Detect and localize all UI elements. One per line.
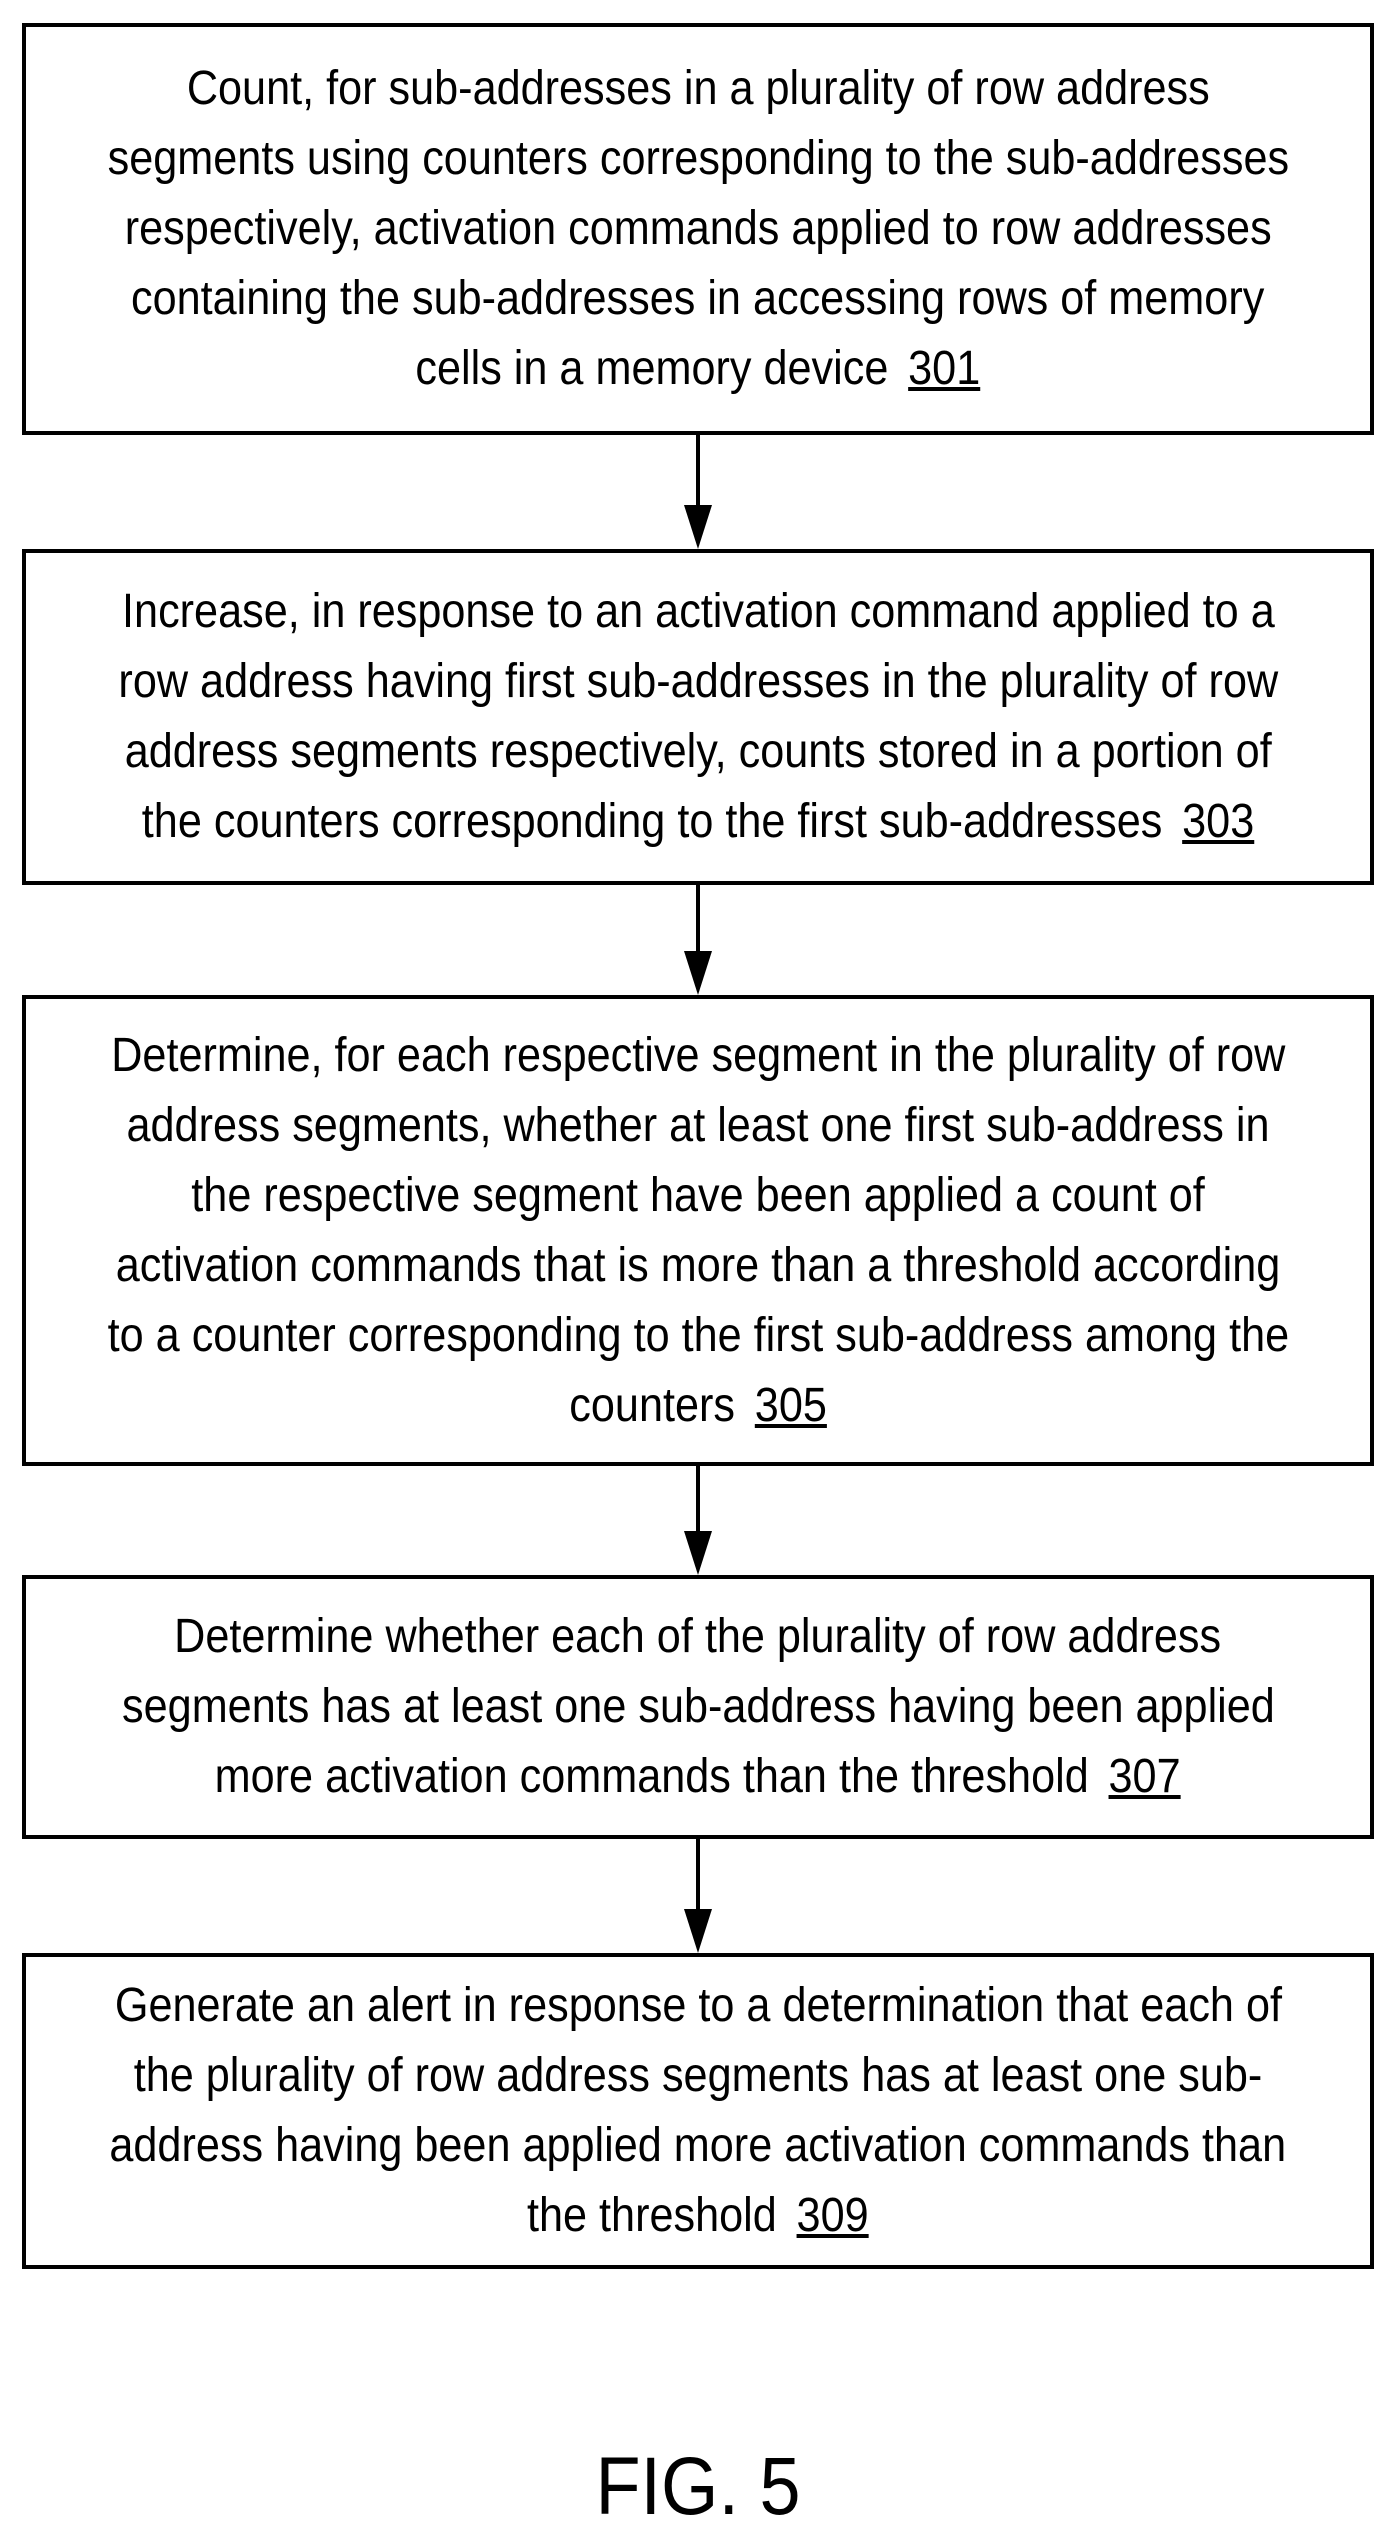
step-text: to a counter corresponding to the first sub-address among the — [107, 1309, 1288, 1362]
step-text-line — [122, 577, 1275, 647]
step-reference-number: 303 — [1182, 795, 1254, 848]
step-text-line — [416, 334, 981, 404]
step-text-line — [110, 2111, 1287, 2181]
step-text-line — [114, 1971, 1281, 2041]
step-text-line — [187, 54, 1210, 124]
step-reference-number: 305 — [755, 1379, 827, 1432]
step-text-line — [125, 194, 1272, 264]
step-text-line — [134, 2041, 1263, 2111]
step-reference-number: 309 — [797, 2189, 869, 2242]
flow-arrow-icon — [684, 1466, 712, 1575]
step-text-line — [118, 647, 1278, 717]
step-text: Increase, in response to an activation command applied to a — [122, 585, 1275, 638]
step-text: address segments, whether at least one first sub-address in — [126, 1099, 1269, 1152]
step-box-309 — [22, 1953, 1374, 2269]
step-text: the plurality of row address segments has at least one sub- — [134, 2049, 1263, 2102]
step-text: Generate an alert in response to a determination that each of — [114, 1979, 1281, 2032]
flow-arrow-icon — [684, 885, 712, 995]
step-text-line — [215, 1742, 1181, 1812]
step-text: counters — [569, 1379, 735, 1432]
step-text: activation commands that is more than a threshold according — [116, 1239, 1281, 1292]
step-text: Count, for sub-addresses in a plurality of row address — [187, 62, 1210, 115]
step-box-303 — [22, 549, 1374, 885]
step-text-line — [569, 1371, 827, 1441]
step-text-line — [125, 717, 1272, 787]
step-reference-number: 307 — [1109, 1750, 1181, 1803]
step-text-line — [126, 1091, 1269, 1161]
step-text: Determine, for each respective segment in the plurality of row — [111, 1029, 1285, 1082]
step-box-305 — [22, 995, 1374, 1466]
flow-arrow-icon — [684, 1839, 712, 1953]
step-text: the respective segment have been applied a count of — [191, 1169, 1204, 1222]
step-text: address having been applied more activation commands than — [110, 2119, 1287, 2172]
flow-arrow-icon — [684, 435, 712, 549]
step-text: row address having first sub-addresses in the plurality of row — [118, 655, 1278, 708]
step-text-line — [111, 1021, 1285, 1091]
step-text-line — [191, 1161, 1204, 1231]
step-text: segments using counters corresponding to the sub-addresses — [107, 132, 1288, 185]
step-box-301 — [22, 23, 1374, 435]
step-text-line — [131, 264, 1264, 334]
step-text: containing the sub-addresses in accessing rows of memory — [131, 272, 1264, 325]
step-text: the counters corresponding to the first sub-addresses — [142, 795, 1163, 848]
step-text: Determine whether each of the plurality of row address — [175, 1610, 1222, 1663]
step-reference-number: 301 — [908, 342, 980, 395]
step-text: the threshold — [527, 2189, 777, 2242]
step-text: more activation commands than the threshold — [215, 1750, 1089, 1803]
step-text-line — [116, 1231, 1281, 1301]
step-text: respectively, activation commands applied to row addresses — [125, 202, 1272, 255]
step-box-307 — [22, 1575, 1374, 1839]
step-text-line — [107, 124, 1288, 194]
step-text-line — [175, 1602, 1222, 1672]
step-text: address segments respectively, counts stored in a portion of — [125, 725, 1272, 778]
figure-label: FIG. 5 — [70, 2440, 1326, 2534]
step-text-line — [142, 787, 1254, 857]
step-text: segments has at least one sub-address having been applied — [122, 1680, 1275, 1733]
step-text-line — [527, 2181, 869, 2251]
step-text: cells in a memory device — [416, 342, 889, 395]
step-text-line — [122, 1672, 1275, 1742]
step-text-line — [107, 1301, 1288, 1371]
